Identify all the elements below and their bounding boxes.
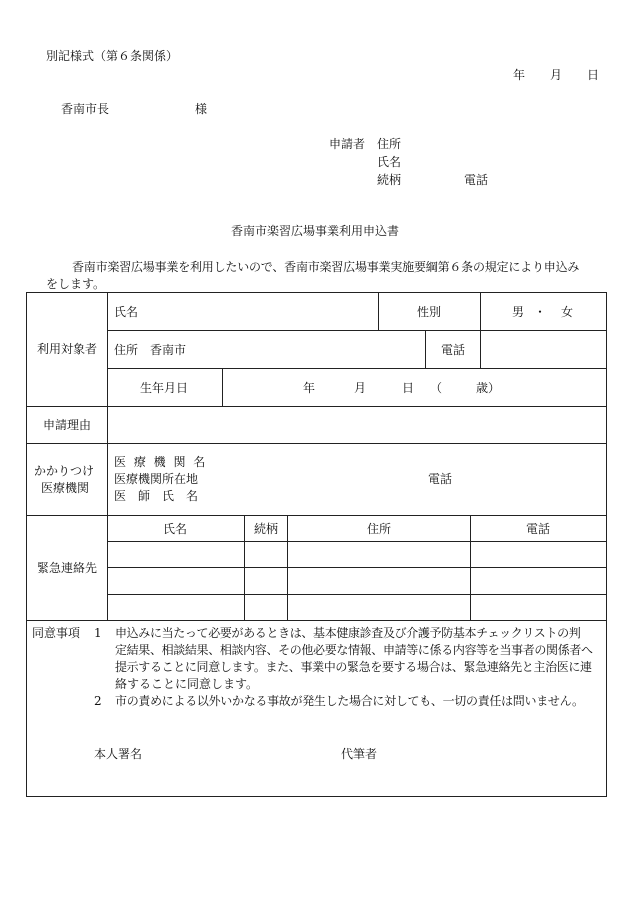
- gender-label: 性別: [417, 305, 442, 319]
- signature-label: 本人署名: [94, 747, 143, 761]
- document-title: 香南市楽習広場事業利用申込書: [230, 224, 400, 238]
- date-month: 月: [550, 68, 563, 82]
- applicant-name-label: 氏名: [377, 155, 402, 169]
- date-year: 年: [513, 68, 526, 82]
- doctor-name-label: 医 師 氏 名: [114, 489, 199, 503]
- intro-line-2: をします。: [46, 277, 106, 291]
- gender-female-option[interactable]: 女: [561, 305, 574, 319]
- applicant-phone-label: 電話: [464, 173, 489, 187]
- age-label: 歳）: [476, 381, 501, 395]
- birth-year-label: 年: [303, 381, 316, 395]
- consent-label: 同意事項: [32, 626, 81, 640]
- consent-item-2-number: 2: [94, 694, 102, 708]
- consent-item-2-line-1: 市の責めによる以外いかなる事故が発生した場合に対しても、一切の責任は問いません。: [115, 694, 584, 708]
- user-phone-label: 電話: [441, 343, 466, 357]
- user-section-label: 利用対象者: [37, 342, 98, 356]
- consent-item-1-line-1: 申込みに当たって必要があるときは、基本健康診査及び介護予防基本チェックリストの判: [115, 626, 581, 640]
- doctor-label-line-2: 医療機関: [41, 481, 90, 495]
- age-open-paren: （: [430, 381, 443, 395]
- emergency-col-phone: 電話: [525, 522, 551, 536]
- birthdate-label: 生年月日: [140, 381, 189, 395]
- date-day: 日: [587, 68, 600, 82]
- user-name-label: 氏名: [114, 305, 139, 319]
- form-label: 別記様式（第６条関係）: [46, 49, 179, 63]
- doctor-label-line-1: かかりつけ: [34, 464, 95, 478]
- applicant-relation-label: 続柄: [377, 173, 402, 187]
- honorific: 様: [195, 102, 208, 116]
- proxy-label: 代筆者: [341, 747, 378, 761]
- intro-line-1: 香南市楽習広場事業を利用したいので、香南市楽習広場事業実施要綱第６条の規定により申込み: [72, 260, 580, 274]
- gender-separator: ・: [534, 305, 547, 319]
- gender-male-option[interactable]: 男: [512, 305, 525, 319]
- applicant-address-label: 住所: [377, 137, 402, 151]
- emergency-col-relation: 続柄: [253, 522, 279, 536]
- emergency-col-name: 氏名: [162, 522, 188, 536]
- user-address-label: 住所: [114, 343, 139, 357]
- consent-item-1-number: 1: [94, 626, 102, 640]
- emergency-label: 緊急連絡先: [37, 561, 98, 575]
- user-address-city: 香南市: [150, 343, 187, 357]
- institution-name-label: 医 療 機 関 名: [114, 455, 208, 469]
- birth-day-label: 日: [402, 381, 415, 395]
- doctor-phone-label: 電話: [428, 472, 453, 486]
- applicant-label: 申請者: [329, 137, 366, 151]
- institution-location-label: 医療機関所在地: [114, 472, 199, 486]
- consent-item-1-line-2: 定結果、相談結果、相談内容、その他必要な情報、申請等に係る内容等を当事者の関係者へ: [115, 643, 593, 657]
- reason-label: 申請理由: [43, 418, 92, 432]
- addressee: 香南市長: [61, 102, 110, 116]
- consent-item-1-line-4: 絡することに同意します。: [115, 677, 259, 691]
- consent-item-1-line-3: 提示することに同意します。また、事業中の緊急を要する場合は、緊急連絡先と主治医に連: [115, 660, 592, 674]
- emergency-col-address: 住所: [366, 522, 392, 536]
- birth-month-label: 月: [354, 381, 367, 395]
